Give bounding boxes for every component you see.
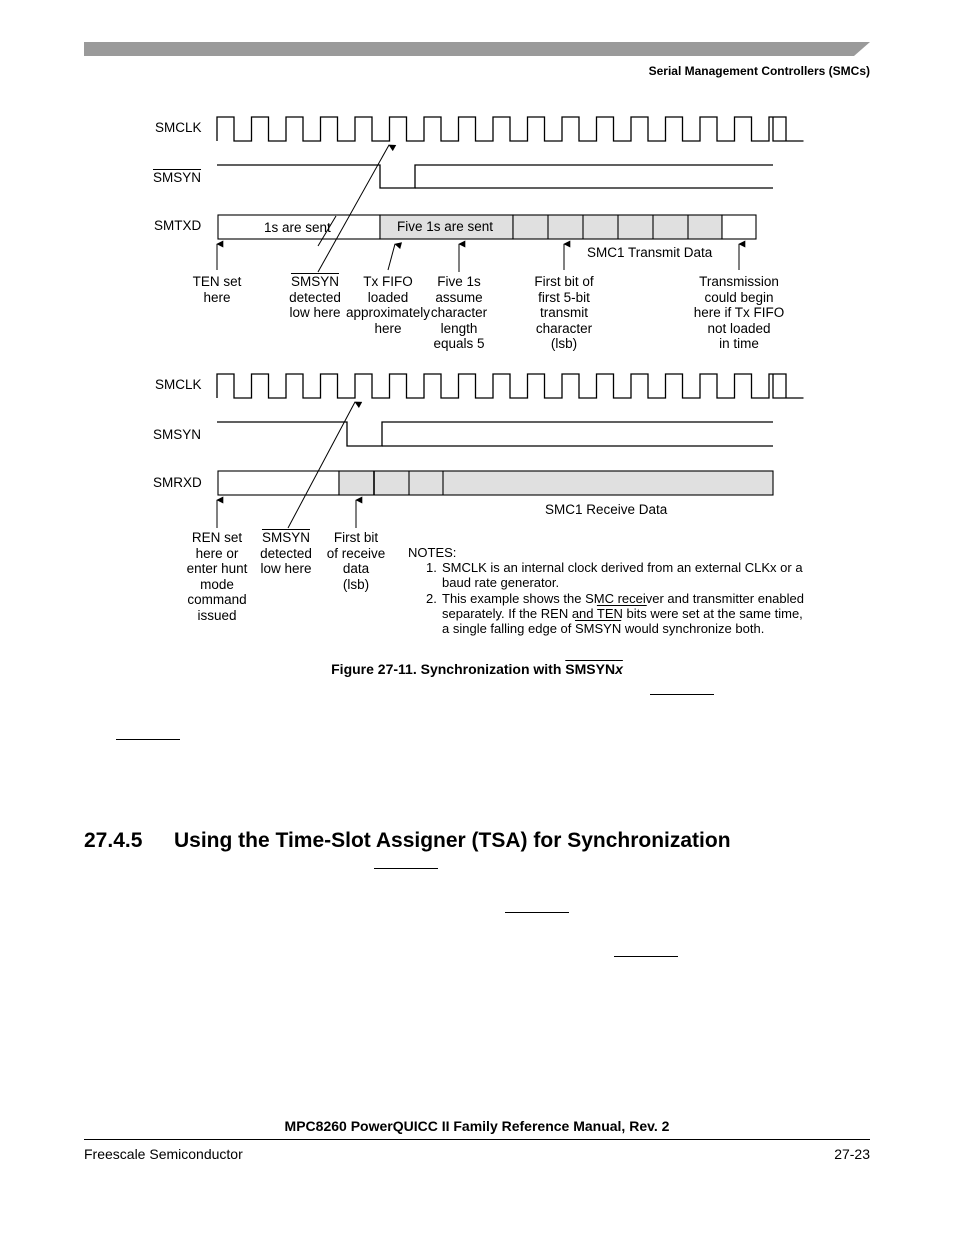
- tx-sync-waveform: [217, 165, 773, 188]
- rx-clock-waveform: [217, 374, 804, 398]
- rx-annotation-arrows: [217, 402, 356, 528]
- text-overline-fragment: [116, 739, 180, 740]
- section-heading: [84, 829, 731, 853]
- tx-annotation-smsyn-rest: detected low here: [289, 289, 341, 320]
- clock-trace: [217, 117, 804, 141]
- tx-annotation-transmission: Transmission could begin here if Tx FIFO not loaded in time: [693, 274, 785, 351]
- note-item: [408, 560, 808, 590]
- rx-data-caption: SMC1 Receive Data: [545, 502, 668, 517]
- tx-annotation-smsyn-word: SMSYN: [290, 274, 339, 289]
- text-overline-fragment: [614, 956, 678, 957]
- rx-annotation-ren-set: REN set here or enter hunt mode command issued: [186, 530, 248, 623]
- rx-sync-waveform: [217, 422, 773, 446]
- tx-cell-ones: 1s are sent: [264, 220, 331, 235]
- footer-page-number: 27-23: [834, 1146, 870, 1162]
- note-text: This example shows the SMC receiver and transmitter enabled separately. If the REN and TEN bits were set at the same time, a single falling edge of SMSYN would synchronize both.: [442, 590, 804, 637]
- tx-sync-label: SMSYN: [153, 170, 202, 185]
- rx-annotation-smsyn-word: SMSYN: [261, 530, 310, 545]
- figure-notes: [408, 545, 808, 636]
- footer-company: Freescale Semiconductor: [84, 1146, 243, 1162]
- tx-clock-label: SMCLK: [155, 120, 202, 135]
- caption-prefix: Figure 27-11. Synchronization with: [331, 661, 566, 677]
- text-overline-fragment: [505, 912, 569, 913]
- note-number: 1.: [426, 560, 437, 576]
- running-header: Serial Management Controllers (SMCs): [648, 64, 870, 78]
- text-overline-fragment: [374, 868, 438, 869]
- rx-sync-label: SMSYN: [153, 427, 202, 442]
- rx-annotation-first-bit: First bit of receive data (lsb): [326, 530, 386, 592]
- rx-data-label: SMRXD: [153, 475, 202, 490]
- rx-annotation-smsyn-rest: detected low here: [260, 545, 312, 576]
- footer-manual-title: MPC8260 PowerQUICC II Family Reference Manual, Rev. 2: [284, 1118, 670, 1134]
- caption-signal: SMSYNx: [565, 661, 623, 677]
- tx-clock-waveform: [217, 117, 804, 141]
- tx-data-caption: SMC1 Transmit Data: [587, 245, 713, 260]
- tx-cell-five-ones: Five 1s are sent: [397, 219, 494, 234]
- section-title: Using the Time-Slot Assigner (TSA) for Synchronization: [174, 829, 731, 852]
- tx-data-label: SMTXD: [154, 218, 202, 233]
- tx-annotation-ten-set: TEN set here: [192, 274, 242, 305]
- tx-annotation-five-ones: Five 1s assume character length equals 5: [430, 274, 488, 351]
- tx-annotation-first-bit: First bit of first 5-bit transmit character (lsb): [534, 274, 594, 351]
- rx-annotation-smsyn-detected: [246, 530, 326, 577]
- figure-caption: [0, 661, 954, 677]
- note-item: [408, 591, 808, 637]
- rx-data-waveform: [218, 471, 773, 495]
- section-number: 27.4.5: [84, 829, 143, 852]
- clock-trace: [217, 374, 804, 398]
- tx-annotation-fifo-loaded: Tx FIFO loaded approximately here: [345, 274, 431, 336]
- text-overline-fragment: [650, 694, 714, 695]
- footer-divider: [84, 1139, 870, 1140]
- note-text: SMCLK is an internal clock derived from an external CLKx or a baud rate generator.: [442, 560, 803, 591]
- rx-clock-label: SMCLK: [155, 377, 202, 392]
- note-number: 2.: [426, 590, 437, 606]
- notes-title: NOTES:: [408, 545, 457, 560]
